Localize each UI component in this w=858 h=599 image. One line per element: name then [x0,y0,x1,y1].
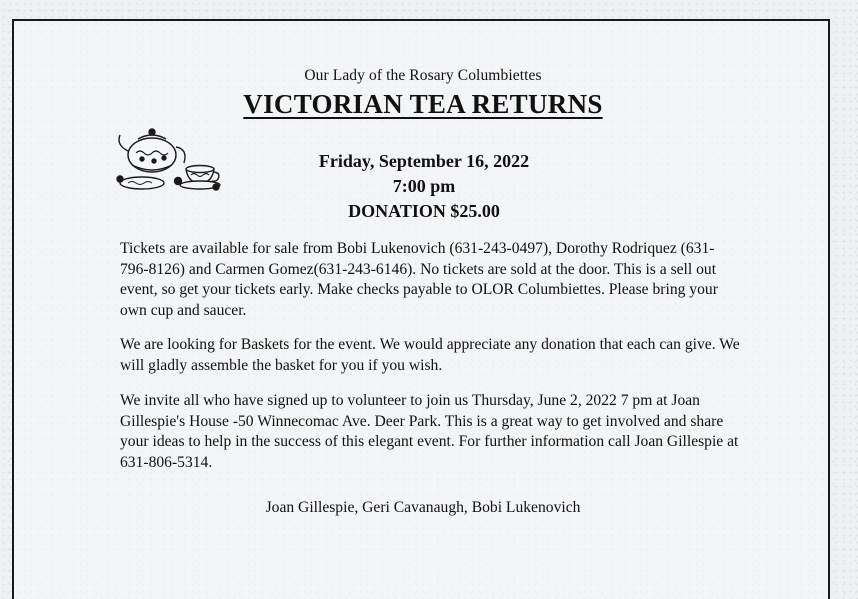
volunteer-paragraph: We invite all who have signed up to volunteer to join us Thursday, June 2, 2022 7 pm at Joan Gillespie's House -50 Winnecomac Ave. Deer Park. This is a great way to get involved and share your ideas to help in the success of this elegant event. For further information call Joan Gillespie at 631-806-5314. [120,392,739,471]
event-time: 7:00 pm [392,176,456,196]
signers: Joan Gillespie, Geri Cavanaugh, Bobi Lukenovich [265,499,581,516]
event-date: Friday, September 16, 2022 [318,151,530,171]
donation-price: DONATION $25.00 [348,201,500,221]
tickets-paragraph: Tickets are available for sale from Bobi Lukenovich (631-243-0497), Dorothy Rodriquez (631-796-8126) and Carmen Gomez(631-243-6146). No tickets are sold at the door. This is a sell out event, so get your tickets early. Make checks payable to OLOR Columbiettes. Please bring your own cup and saucer. [120,240,718,319]
baskets-paragraph: We are looking for Baskets for the event. We would appreciate any donation that each can give. We will gladly assemble the basket for you if you wish. [120,336,740,374]
event-details [264,149,584,224]
teapot-and-teacup-icon [112,121,224,193]
flyer [12,19,830,599]
event-headline: VICTORIAN TEA RETURNS [243,89,603,119]
organization-name: Our Lady of the Rosary Columbiettes [304,67,542,84]
